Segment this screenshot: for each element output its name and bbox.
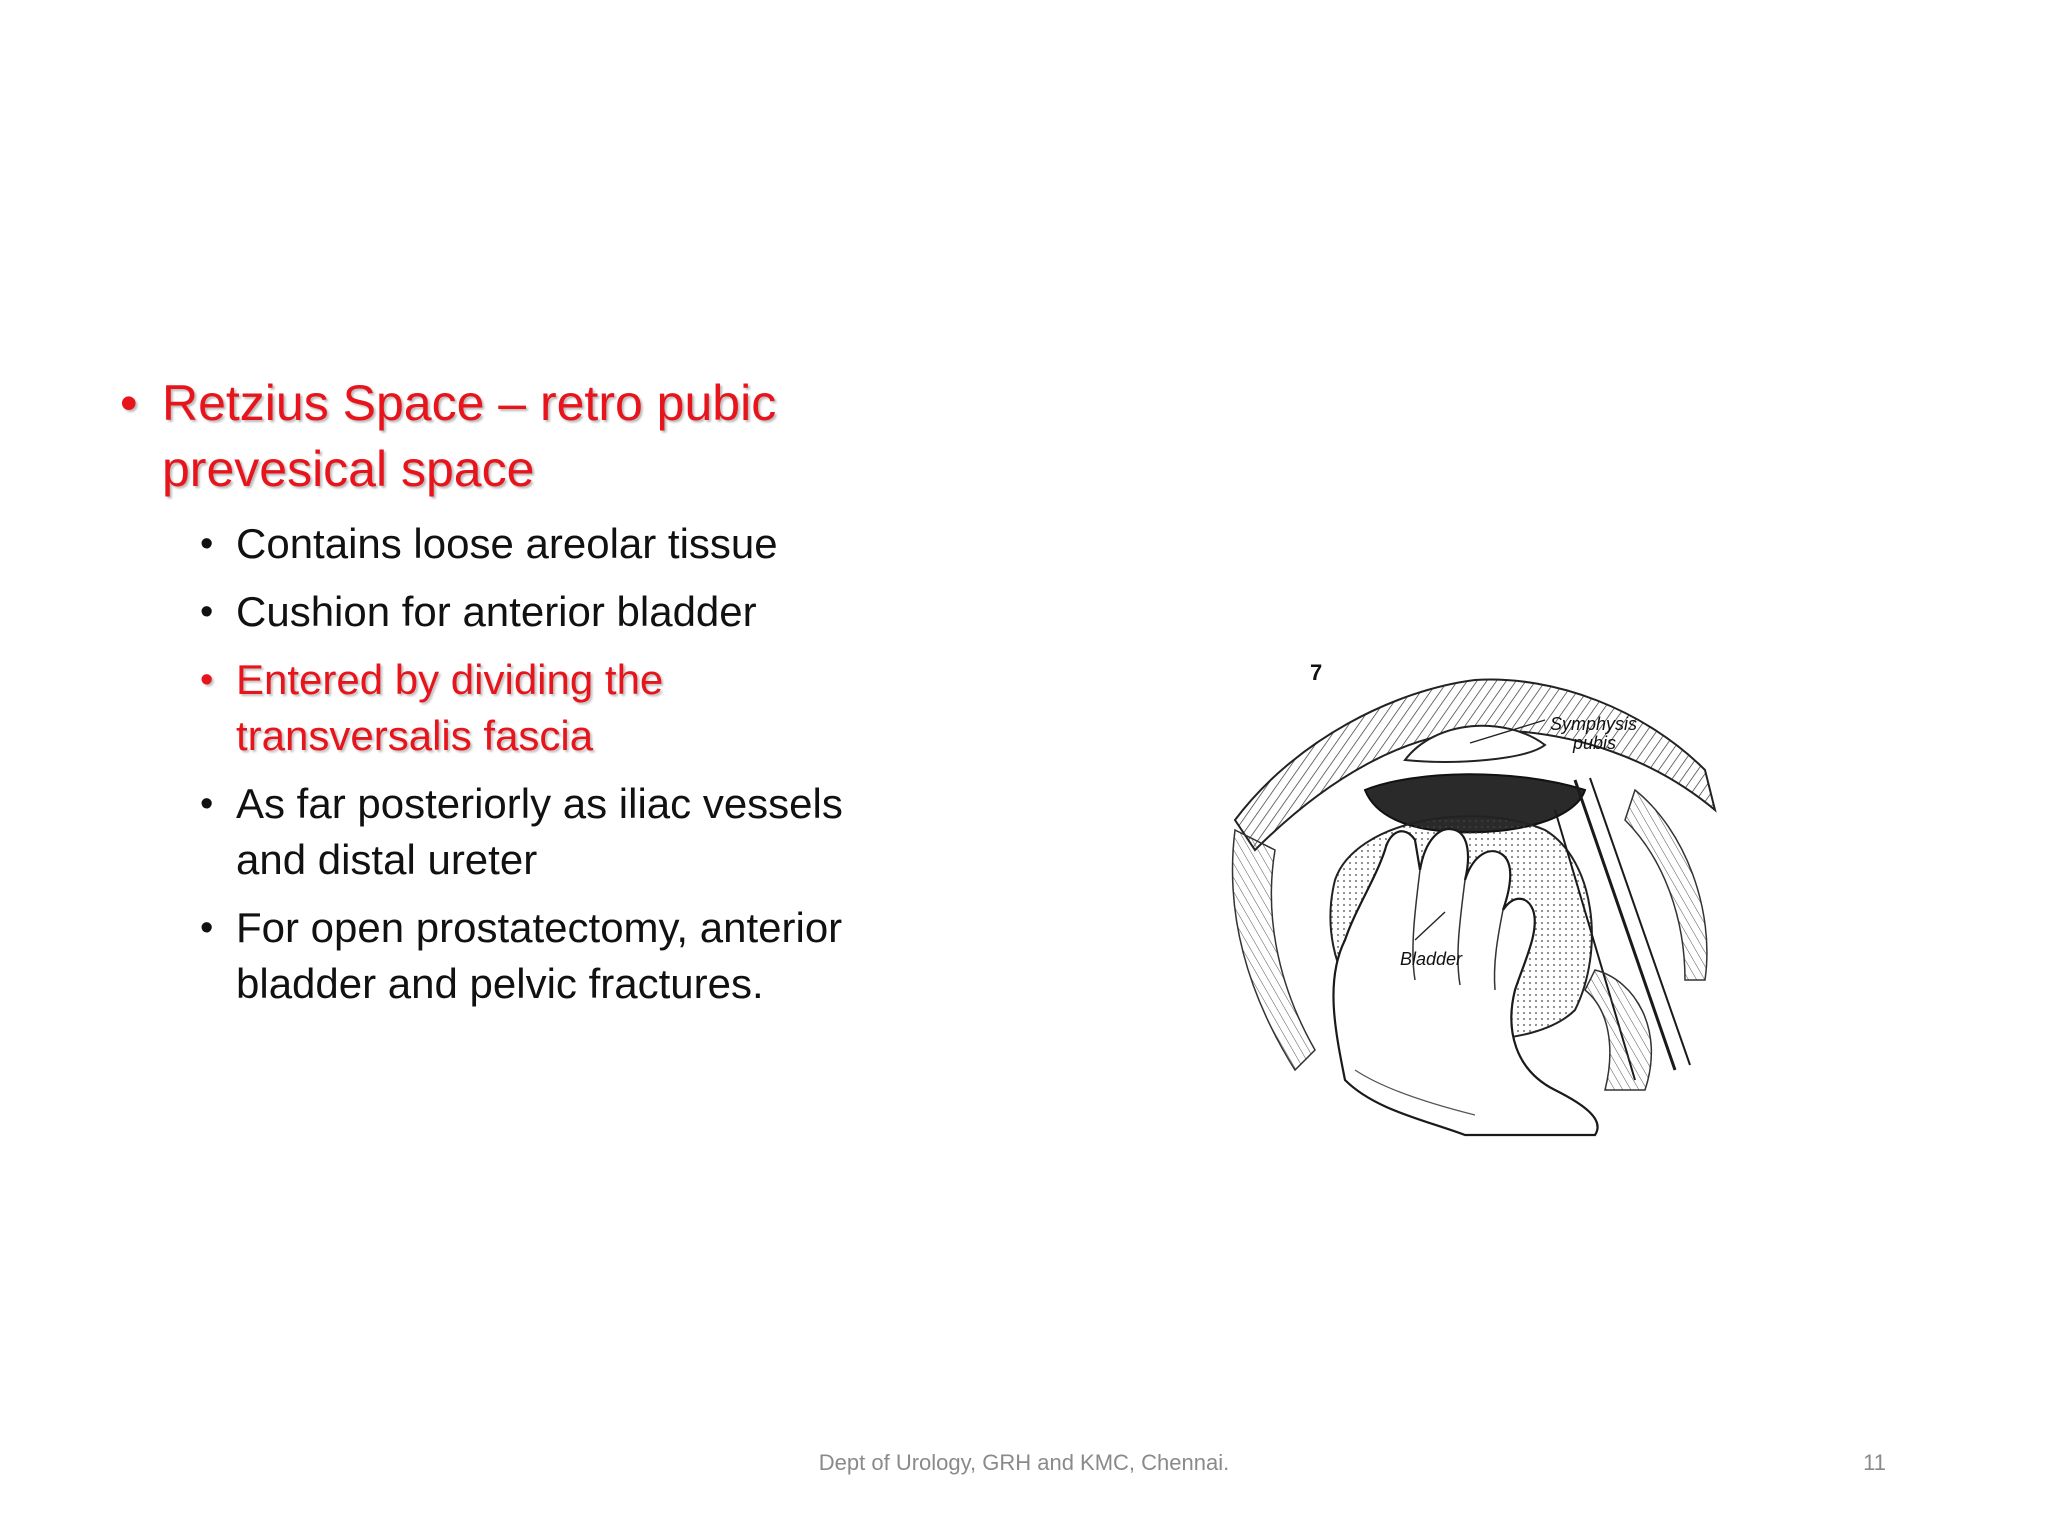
- lower-right-shape: [1585, 970, 1651, 1090]
- sub-bullet-line: Entered by dividing the: [236, 656, 664, 703]
- label-symphysis-1: Symphysis: [1550, 714, 1638, 734]
- bullet-icon: •: [200, 591, 214, 633]
- sub-bullet-entered: [114, 652, 980, 764]
- footer-text: Dept of Urology, GRH and KMC, Chennai.: [818, 1450, 1230, 1475]
- bullet-icon: •: [200, 783, 214, 825]
- sub-bullet-line: Cushion for anterior bladder: [236, 588, 757, 635]
- anatomy-illustration: [1215, 650, 1735, 1140]
- sub-bullet-line: and distal ureter: [236, 836, 538, 883]
- main-bullet-line1: Retzius Space – retro pubic: [162, 375, 777, 431]
- slide-footer: [0, 1450, 2048, 1484]
- right-wall-shape: [1625, 790, 1707, 980]
- main-bullet-line2: prevesical space: [162, 441, 535, 497]
- bullet-icon: •: [120, 375, 138, 431]
- sub-bullet-line: As far posteriorly as iliac vessels: [236, 780, 843, 827]
- main-bullet: [120, 370, 980, 502]
- sub-bullet-cushion: [114, 584, 980, 640]
- slide-content: [120, 370, 980, 1024]
- sub-bullet-posterior: [114, 776, 980, 888]
- sub-bullet-list: [120, 516, 980, 1012]
- sub-bullet-line: bladder and pelvic fractures.: [236, 960, 764, 1007]
- bullet-icon: •: [200, 523, 214, 565]
- bullet-icon: •: [200, 659, 214, 701]
- figure-number: 7: [1310, 660, 1323, 685]
- left-wall-shape: [1233, 830, 1316, 1070]
- sub-bullet-line: For open prostatectomy, anterior: [236, 904, 843, 951]
- sub-bullet-areolar: [114, 516, 980, 572]
- sub-bullet-line: transversalis fascia: [236, 712, 594, 759]
- page-number: 11: [1863, 1450, 1886, 1475]
- sub-bullet-line: Contains loose areolar tissue: [236, 520, 778, 567]
- label-symphysis-2: pubis: [1573, 733, 1617, 753]
- sub-bullet-indications: [114, 900, 980, 1012]
- label-bladder: Bladder: [1400, 949, 1463, 969]
- bullet-icon: •: [200, 907, 214, 949]
